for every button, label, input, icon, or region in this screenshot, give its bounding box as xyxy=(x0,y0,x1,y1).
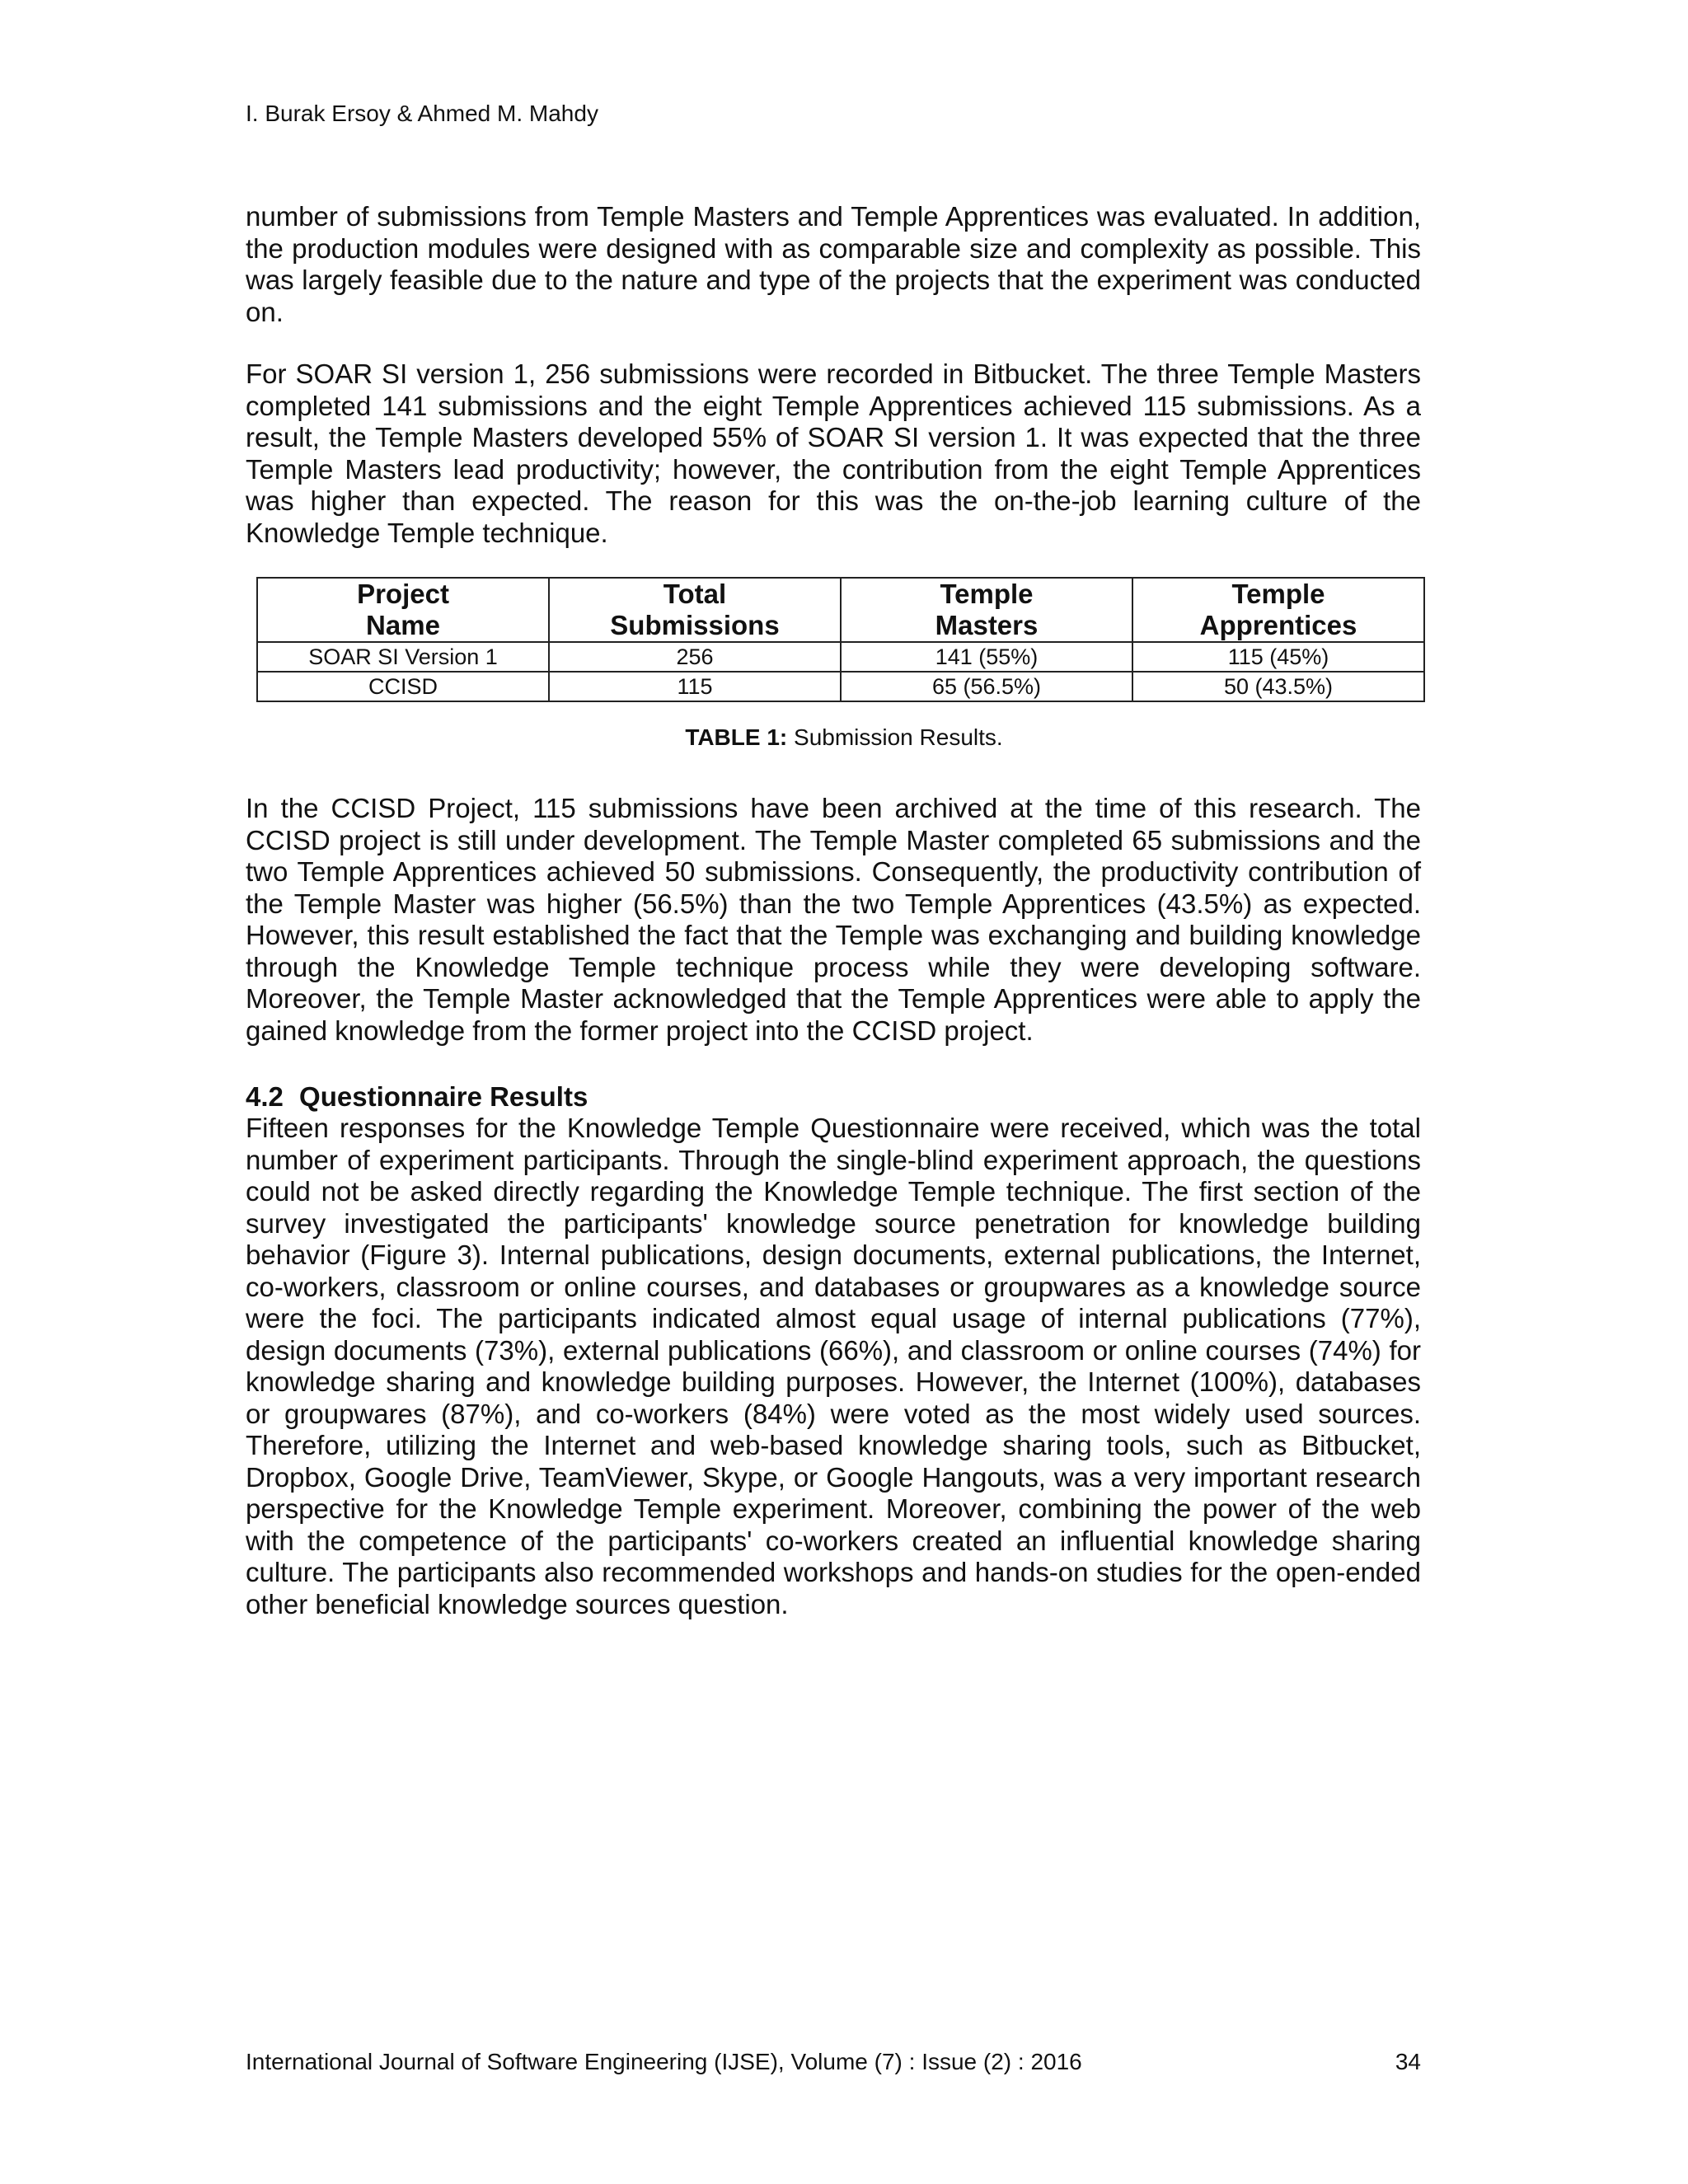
body-paragraph-4: Fifteen responses for the Knowledge Temple Questionnaire were received, which was the total number of experiment participants. Through the single-blind experiment approach, the questions could not be asked directly regarding the Knowledge Temple technique. The first section of the survey investigated the participants' knowledge source penetration for knowledge building behavior (Figure 3). Internal publications, design documents, external publications, the Internet, co-workers, classroom or online courses, and databases or groupwares as a knowledge source were the foci. The participants indicated almost equal usage of internal publications (77%), design documents (73%), external publications (66%), and classroom or online courses (74%) for knowledge sharing and knowledge building purposes. However, the Internet (100%), databases or groupwares (87%), and co-workers (84%) were voted as the most widely used sources. Therefore, utilizing the Internet and web-based knowledge sharing tools, such as Bitbucket, Dropbox, Google Drive, TeamViewer, Skype, or Google Hangouts, was a very important research perspective for the Knowledge Temple experiment. Moreover, combining the power of the web with the competence of the participants' co-workers created an influential knowledge sharing culture. The participants also recommended workshops and hands-on studies for the open-ended other beneficial knowledge sources question. xyxy=(246,1113,1421,1619)
header-project-name-line1: Project xyxy=(357,579,449,609)
table-cell-apprentices: 50 (43.5%) xyxy=(1132,672,1424,701)
header-total-submissions-line1: Total xyxy=(663,579,727,609)
body-paragraph-1: number of submissions from Temple Masters and Temple Apprentices was evaluated. In addition, the production modules were designed with as comparable size and complexity as possible. This was largely feasible due to the nature and type of the projects that the experiment was conducted on. xyxy=(246,201,1421,327)
footer-journal: International Journal of Software Engineering (IJSE), Volume (7) : Issue (2) : 2016 xyxy=(246,2049,1082,2074)
header-temple-apprentices-line2: Apprentices xyxy=(1199,610,1357,640)
section-heading xyxy=(246,1081,588,1113)
body-paragraph-3: In the CCISD Project, 115 submissions have been archived at the time of this research. The CCISD project is still under development. The Temple Master completed 65 submissions and the two Temple Apprentices achieved 50 submissions. Consequently, the productivity contribution of the Temple Master was higher (56.5%) than the two Temple Apprentices (43.5%) as expected. However, this result established the fact that the Temple was exchanging and building knowledge through the Knowledge Temple technique process while they were developing software. Moreover, the Temple Master acknowledged that the Temple Apprentices were able to apply the gained knowledge from the former project into the CCISD project. xyxy=(246,793,1421,1046)
header-temple-apprentices xyxy=(1132,578,1424,642)
header-temple-masters xyxy=(841,578,1132,642)
body-paragraph-2: For SOAR SI version 1, 256 submissions were recorded in Bitbucket. The three Temple Masters completed 141 submissions and the eight Temple Apprentices achieved 115 submissions. As a result, the Temple Masters developed 55% of SOAR SI version 1. It was expected that the three Temple Masters lead productivity; however, the contribution from the eight Temple Apprentices was higher than expected. The reason for this was the on-the-job learning culture of the Knowledge Temple technique. xyxy=(246,359,1421,548)
section-title: Questionnaire Results xyxy=(299,1081,588,1112)
table-row xyxy=(257,642,1424,672)
table-caption-label: TABLE 1: xyxy=(685,724,788,750)
header-temple-masters-line1: Temple xyxy=(940,579,1034,609)
submission-results-table xyxy=(256,577,1425,702)
table-header-row xyxy=(257,578,1424,642)
table-row xyxy=(257,672,1424,701)
section-number: 4.2 xyxy=(246,1081,284,1112)
page-number: 34 xyxy=(1395,2049,1421,2074)
table-caption-text: Submission Results. xyxy=(794,724,1003,750)
table-cell-masters: 141 (55%) xyxy=(841,642,1132,672)
table-cell-project: SOAR SI Version 1 xyxy=(257,642,549,672)
header-temple-masters-line2: Masters xyxy=(935,610,1039,640)
header-total-submissions-line2: Submissions xyxy=(610,610,780,640)
table-cell-total: 115 xyxy=(549,672,841,701)
header-temple-apprentices-line1: Temple xyxy=(1231,579,1325,609)
header-project-name xyxy=(257,578,549,642)
table-cell-project: CCISD xyxy=(257,672,549,701)
table-cell-total: 256 xyxy=(549,642,841,672)
table-caption xyxy=(0,723,1688,752)
running-header-authors: I. Burak Ersoy & Ahmed M. Mahdy xyxy=(246,101,598,126)
table-cell-apprentices: 115 (45%) xyxy=(1132,642,1424,672)
header-project-name-line2: Name xyxy=(366,610,440,640)
header-total-submissions xyxy=(549,578,841,642)
table-cell-masters: 65 (56.5%) xyxy=(841,672,1132,701)
